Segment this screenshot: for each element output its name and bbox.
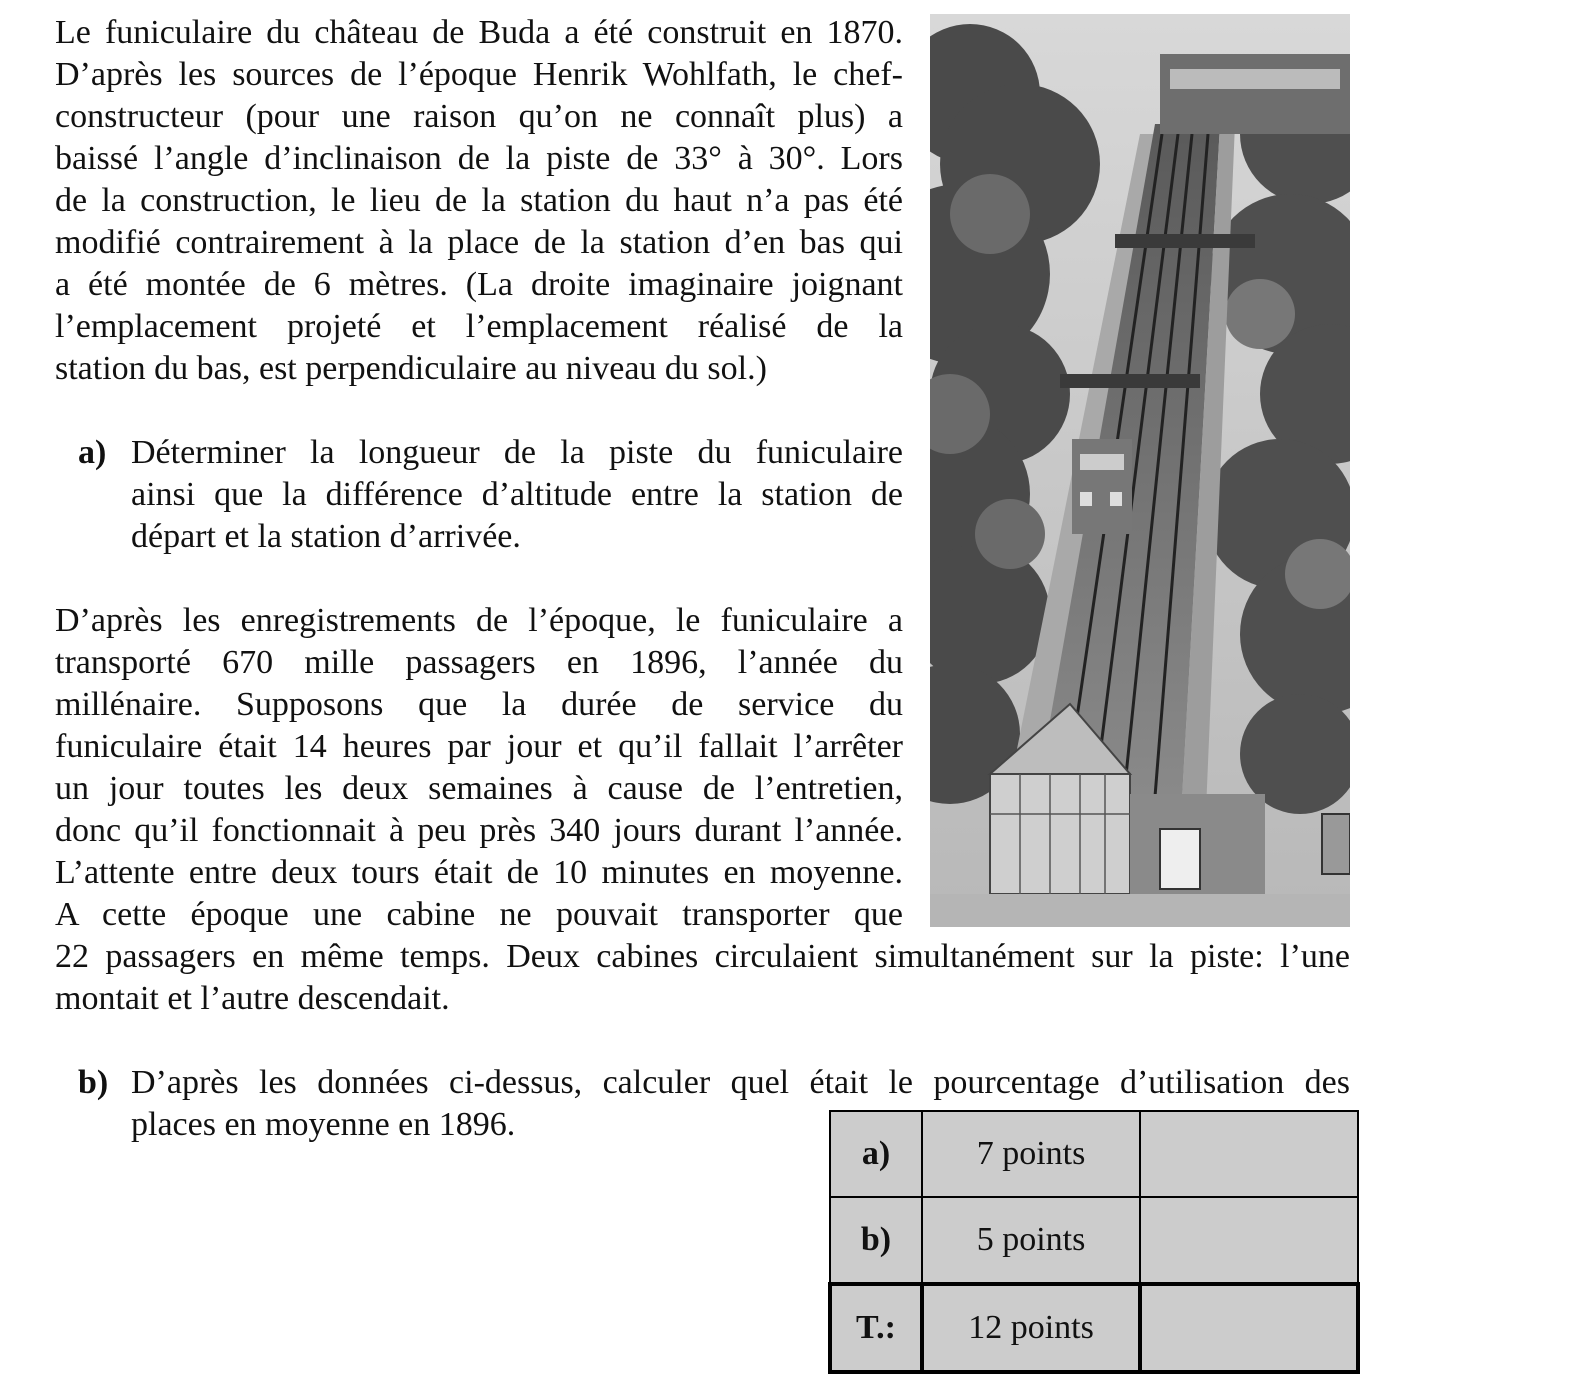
context-line: funiculaire était 14 heures par jour et qu’il fallait l’arrêter xyxy=(55,728,903,765)
intro-line: modifié contrairement à la place de la station d’en bas qui xyxy=(55,224,903,261)
question-a-text xyxy=(131,432,903,558)
context-line: donc qu’il fonctionnait à peu près 340 jours durant l’année. xyxy=(55,812,903,849)
total-label-cell: T.: xyxy=(830,1284,922,1372)
points-cell: 7 points xyxy=(922,1111,1140,1197)
question-b-line: places en moyenne en 1896. xyxy=(131,1106,516,1143)
table-row-total xyxy=(830,1284,1358,1372)
question-a-label: a) xyxy=(78,434,107,471)
question-b-line: D’après les données ci-dessus, calculer quel était le pourcentage d’utilisation des xyxy=(131,1064,1350,1101)
context-line: transporté 670 mille passagers en 1896, l’année du xyxy=(55,644,903,681)
context-line: D’après les enregistrements de l’époque, le funiculaire a xyxy=(55,602,903,639)
score-cell[interactable] xyxy=(1140,1111,1358,1197)
question-a-line: ainsi que la différence d’altitude entre la station de xyxy=(131,476,903,513)
intro-line: Le funiculaire du château de Buda a été construit en 1870. xyxy=(55,14,903,51)
part-cell: b) xyxy=(830,1197,922,1284)
funicular-photo xyxy=(930,14,1350,927)
total-score-cell[interactable] xyxy=(1140,1284,1358,1372)
part-cell: a) xyxy=(830,1111,922,1197)
question-a-line: départ et la station d’arrivée. xyxy=(131,518,521,555)
context-line: A cette époque une cabine ne pouvait transporter que xyxy=(55,896,903,933)
points-cell: 5 points xyxy=(922,1197,1140,1284)
intro-line: station du bas, est perpendiculaire au niveau du sol.) xyxy=(55,350,767,387)
intro-paragraph xyxy=(55,12,903,390)
context-line: montait et l’autre descendait. xyxy=(55,980,450,1017)
context-line: L’attente entre deux tours était de 10 minutes en moyenne. xyxy=(55,854,903,891)
intro-line: constructeur (pour une raison qu’on ne connaît plus) a xyxy=(55,98,903,135)
table-row xyxy=(830,1111,1358,1197)
score-table xyxy=(828,1110,1360,1374)
intro-line: de la construction, le lieu de la station du haut n’a pas été xyxy=(55,182,903,219)
total-points-cell: 12 points xyxy=(922,1284,1140,1372)
context-line: millénaire. Supposons que la durée de service du xyxy=(55,686,903,723)
intro-line: D’après les sources de l’époque Henrik Wohlfath, le chef- xyxy=(55,56,903,93)
question-b-label: b) xyxy=(78,1064,109,1101)
question-a-line: Déterminer la longueur de la piste du funiculaire xyxy=(131,434,903,471)
intro-line: baissé l’angle d’inclinaison de la piste de 33° à 30°. Lors xyxy=(55,140,903,177)
context-line: un jour toutes les deux semaines à cause de l’entretien, xyxy=(55,770,903,807)
score-cell[interactable] xyxy=(1140,1197,1358,1284)
table-row xyxy=(830,1197,1358,1284)
intro-line: a été montée de 6 mètres. (La droite imaginaire joignant xyxy=(55,266,903,303)
context-line: 22 passagers en même temps. Deux cabines circulaient simultanément sur la piste: l’une xyxy=(55,938,1350,975)
intro-line: l’emplacement projeté et l’emplacement réalisé de la xyxy=(55,308,903,345)
